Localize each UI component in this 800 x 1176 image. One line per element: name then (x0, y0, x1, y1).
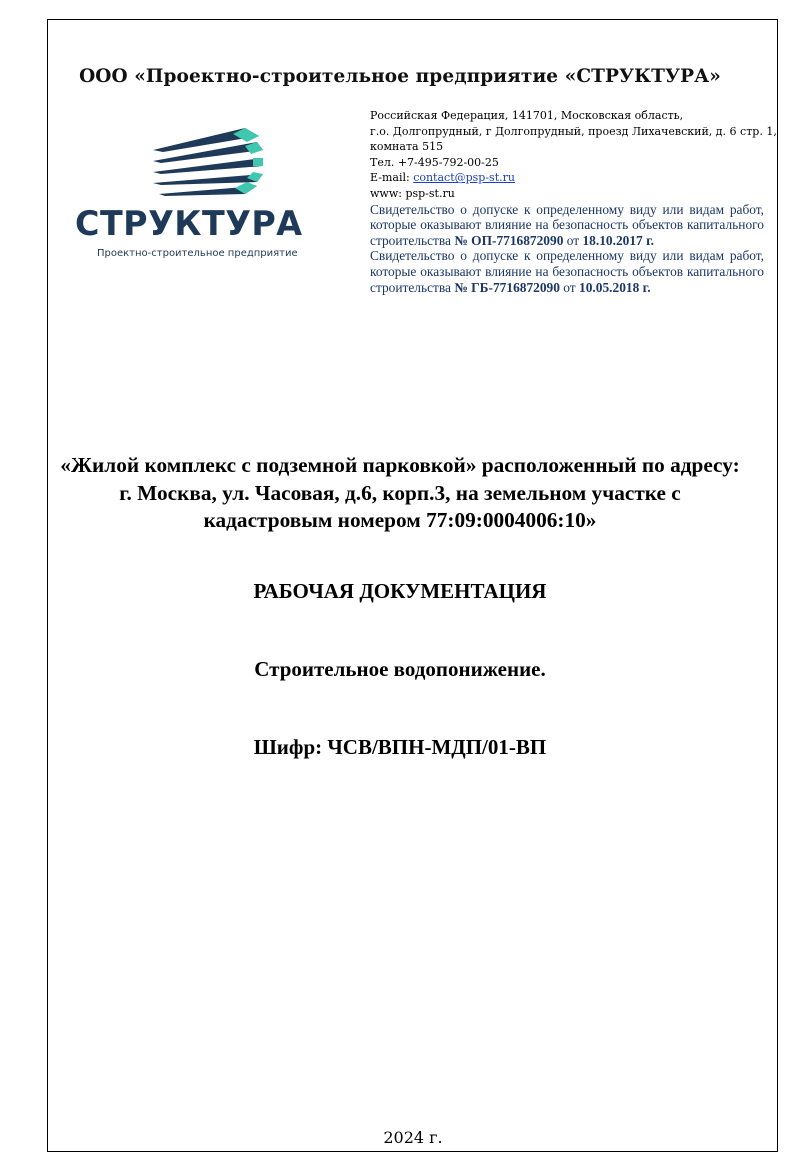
certificate-1-date: 18.10.2017 г. (582, 232, 655, 248)
project-title-line-3: кадастровым номером 77:09:0004006:10» (203, 508, 597, 532)
address-line-3: комната 515 (370, 140, 444, 154)
project-title (40, 452, 760, 535)
email-link[interactable]: contact@psp-st.ru (413, 171, 515, 185)
section-name: Строительное водопонижение. (254, 657, 546, 681)
certificate-1-text: Свидетельство о допуске к определенному виду или видам работ, которые оказывают влияние на безопасность объектов капитального строительства (370, 201, 764, 248)
certificate-2-from: от (559, 279, 580, 295)
address-line-2: г.о. Долгопрудный, г Долгопрудный, проезд Лихачевский, д. 6 стр. 1, (370, 124, 777, 138)
certificate-2 (370, 248, 764, 295)
email-line (370, 170, 764, 186)
phone: Тел. +7-495-792-00-25 (370, 155, 499, 169)
logo-stripes-icon (153, 128, 263, 198)
certificate-1-from: от (563, 232, 583, 248)
company-title: ООО «Проектно-строительное предприятие «СТРУКТУРА» (79, 66, 721, 87)
project-title-line-2: г. Москва, ул. Часовая, д.6, корп.3, на земельном участке с (119, 480, 681, 505)
email-label: E-mail: (370, 171, 414, 185)
logo-wordmark: СТРУКТУРА (75, 204, 303, 244)
project-title-line-1: «Жилой комплекс с подземной парковкой» расположенный по адресу: (60, 453, 740, 477)
document-cipher: Шифр: ЧСВ/ВПН-МДП/01-ВП (253, 735, 547, 759)
website: www: psp-st.ru (370, 186, 455, 200)
certificate-1-number: № ОП-7716872090 (454, 232, 564, 248)
document-year: 2024 г. (383, 1128, 443, 1147)
logo-tagline: Проектно-строительное предприятие (97, 248, 298, 259)
certificate-2-number: № ГБ-7716872090 (454, 279, 560, 295)
company-logo (75, 128, 345, 268)
document-type: РАБОЧАЯ ДОКУМЕНТАЦИЯ (253, 579, 547, 603)
certificate-2-date: 10.05.2018 г. (579, 279, 651, 295)
certificate-2-text: Свидетельство о допуске к определенному виду или видам работ, которые оказывают влияние на безопасность объектов капитального строительства (370, 248, 764, 295)
contacts-block (370, 108, 777, 295)
address-line-1: Российская Федерация, 141701, Московская область, (370, 109, 684, 122)
certificate-1 (370, 202, 764, 249)
